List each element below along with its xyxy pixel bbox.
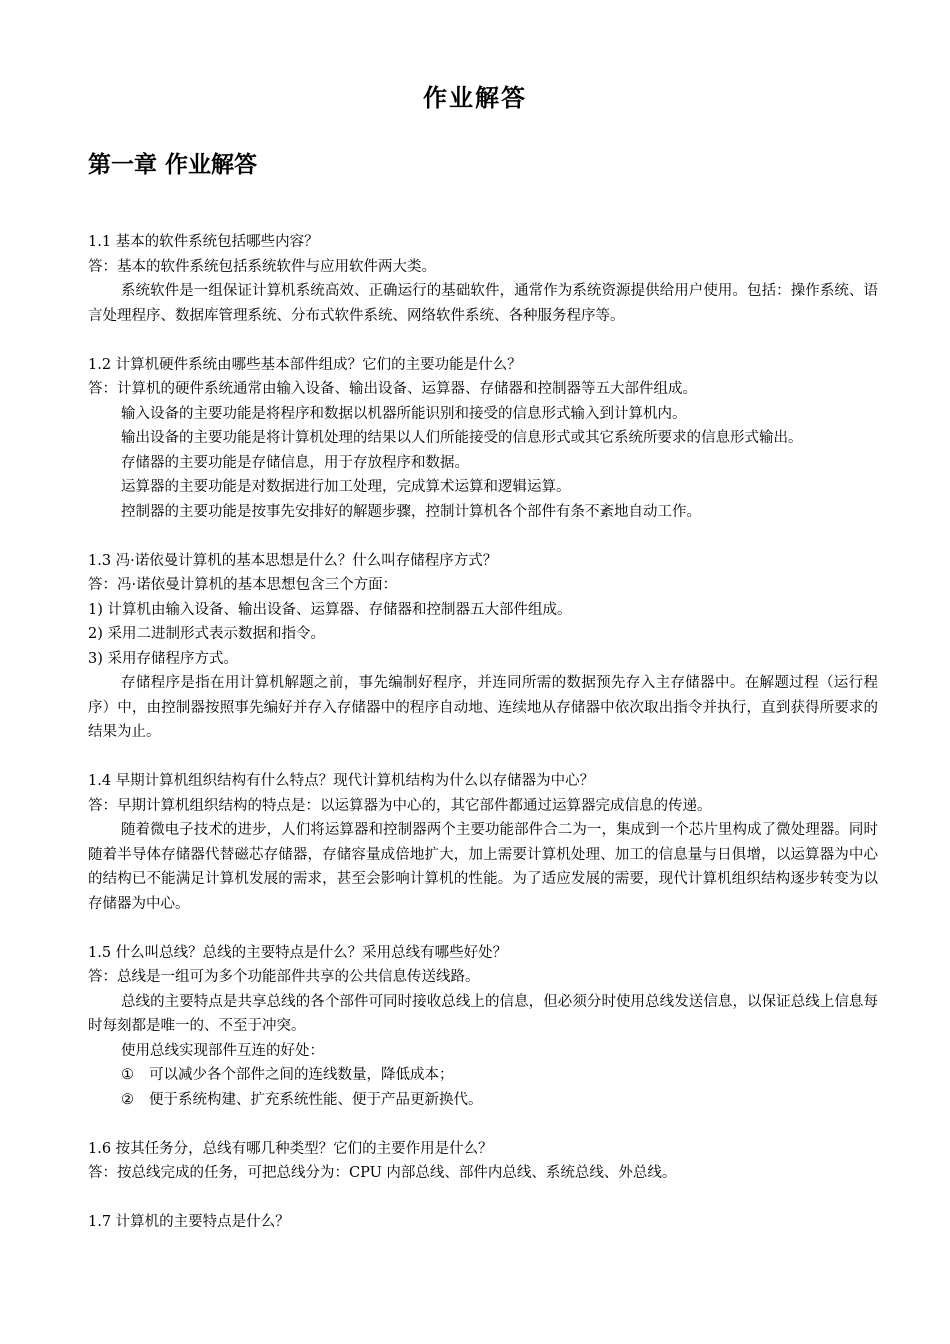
list-item [88, 1063, 878, 1088]
list-item: 3) 采用存储程序方式。 [88, 650, 238, 667]
question-text: 1.3 冯·诺依曼计算机的基本思想是什么？什么叫存储程序方式？ [88, 552, 498, 569]
answer-paragraph: 系统软件是一组保证计算机系统高效、正确运行的基础软件，通常作为系统资源提供给用户使用。包括：操作系统、语言处理程序、数据库管理系统、分布式软件系统、网络软件系统、各种服务程序等。 [88, 283, 878, 324]
answer-text: 答：总线是一组可为多个功能部件共享的公共信息传送线路。 [88, 969, 480, 985]
question-text: 1.5 什么叫总线？总线的主要特点是什么？采用总线有哪些好处？ [88, 944, 508, 961]
section-1-7 [88, 1210, 878, 1235]
question-text: 1.7 计算机的主要特点是什么？ [88, 1214, 290, 1230]
answer-paragraph: 输出设备的主要功能是将计算机处理的结果以人们所能接受的信息形式或其它系统所要求的信息形式输出。 [121, 430, 803, 446]
answer-paragraph: 随着微电子技术的进步，人们将运算器和控制器两个主要功能部件合二为一，集成到一个芯片里构成了微处理器。同时随着半导体存储器代替磁芯存储器，存储容量成倍地扩大，加上需要计算机处理、加工的信息量与日俱增，以运算器为中心的结构已不能满足计算机发展的需求，甚至会影响计算机的性能。为了适应发展的需要，现代计算机组织结构逐步转变为以存储器为中心。 [88, 822, 878, 912]
answer-text: 答：早期计算机组织结构的特点是：以运算器为中心的，其它部件都通过运算器完成信息的传递。 [88, 797, 712, 814]
section-1-5 [88, 941, 878, 1113]
answer-text: 答：基本的软件系统包括系统软件与应用软件两大类。 [88, 258, 436, 275]
answer-paragraph: 使用总线实现部件互连的好处： [121, 1042, 324, 1059]
circled-number: ② [121, 1091, 134, 1108]
section-1-3 [88, 549, 878, 745]
document-body [88, 230, 878, 1259]
list-item [88, 1088, 878, 1113]
list-item: 2) 采用二进制形式表示数据和指令。 [88, 626, 325, 642]
section-1-2 [88, 353, 878, 525]
chapter-heading: 第一章 作业解答 [88, 152, 258, 178]
answer-paragraph: 控制器的主要功能是按事先安排好的解题步骤，控制计算机各个部件有条不紊地自动工作。 [121, 503, 701, 520]
question-text: 1.4 早期计算机组织结构有什么特点？现代计算机结构为什么以存储器为中心？ [88, 773, 595, 789]
question-text: 1.2 计算机硬件系统由哪些基本部件组成？它们的主要功能是什么？ [88, 356, 522, 373]
list-item: 1) 计算机由输入设备、输出设备、运算器、存储器和控制器五大部件组成。 [88, 601, 572, 618]
list-item-text: 可以减少各个部件之间的连线数量，降低成本； [149, 1067, 454, 1083]
question-text: 1.1 基本的软件系统包括哪些内容？ [88, 234, 319, 250]
answer-text: 答：按总线完成的任务，可把总线分为：CPU 内部总线、部件内总线、系统总线、外总线。 [88, 1165, 677, 1181]
section-1-4 [88, 769, 878, 916]
section-1-6 [88, 1137, 878, 1186]
answer-paragraph: 存储器的主要功能是存储信息，用于存放程序和数据。 [121, 454, 469, 471]
answer-paragraph: 输入设备的主要功能是将程序和数据以机器所能识别和接受的信息形式输入到计算机内。 [121, 405, 687, 422]
document-title: 作业解答 [423, 84, 527, 112]
answer-paragraph: 存储程序是指在用计算机解题之前，事先编制好程序，并连同所需的数据预先存入主存储器中。在解题过程（运行程序）中，由控制器按照事先编好并存入存储器中的程序自动地、连续地从存储器中依次取出指令并执行，直到获得所要求的结果为止。 [88, 675, 878, 740]
answer-text: 答：冯·诺依曼计算机的基本思想包含三个方面： [88, 577, 398, 593]
answer-text: 答：计算机的硬件系统通常由输入设备、输出设备、运算器、存储器和控制器等五大部件组成。 [88, 381, 697, 397]
section-1-1 [88, 230, 878, 328]
answer-paragraph: 运算器的主要功能是对数据进行加工处理，完成算术运算和逻辑运算。 [121, 479, 571, 495]
circled-number: ① [121, 1067, 134, 1083]
question-text: 1.6 按其任务分，总线有哪几种类型？它们的主要作用是什么？ [88, 1140, 493, 1157]
answer-paragraph: 总线的主要特点是共享总线的各个部件可同时接收总线上的信息，但必须分时使用总线发送信息，以保证总线上信息每时每刻都是唯一的、不至于冲突。 [88, 993, 878, 1034]
list-item-text: 便于系统构建、扩充系统性能、便于产品更新换代。 [149, 1091, 483, 1108]
